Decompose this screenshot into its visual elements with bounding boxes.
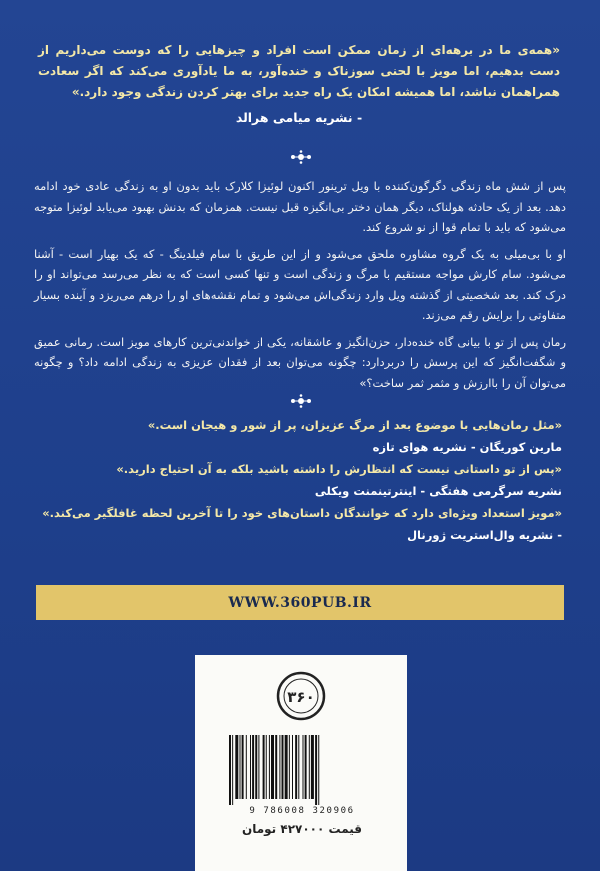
barcode-bar [235, 735, 238, 799]
barcode-bar [275, 735, 277, 799]
barcode-bar [292, 735, 293, 799]
top-quote [38, 40, 560, 128]
barcode-bar [285, 735, 288, 799]
barcode-bar [232, 735, 233, 805]
review-source: - نشریه وال‌استریت ژورنال [407, 528, 562, 542]
barcode-bar [309, 735, 310, 799]
barcode-bar [252, 735, 254, 799]
review-quote: «پس از تو داستانی نیست که انتظارش را داشته باشید بلکه به آن احتیاج دارید.» [116, 462, 562, 476]
barcode-bar [258, 735, 259, 799]
review-source: نشریه سرگرمی هفتگی - اینترتینمنت ویکلی [314, 484, 562, 498]
barcode-bar [282, 735, 284, 799]
barcode-bar [295, 735, 297, 799]
synopsis-paragraph: پس از شش ماه زندگی دگرگون‌کننده با ویل ترینور اکنون لوئیزا کلارک باید بدون او به زندگی عادی خود ادامه دهد. بعد از یک حادثه هولناک، دیگر همان دختر بی‌انگیزه قبل نیست. همزمان که بدنش بهبود می‌یابد لوئیزا متوجه می‌شود که باید با تمام قوا از نو شروع کند. [34, 179, 566, 234]
top-quote-text: «همه‌ی ما در برهه‌ای از زمان ممکن است افراد و چیزهایی را که دوست می‌داریم از دست بدهیم، اما مویز با لحنی سوزناک و خنده‌آور، به ما یادآوری می‌کند که اگر سعادت همراهمان نباشد، اما همیشه امکان یک راه جدید برای بهتر کردن زندگی وجود دارد.» [38, 43, 560, 99]
barcode-bar [315, 735, 317, 805]
barcode-bar [305, 735, 307, 799]
barcode-bar [266, 735, 267, 799]
barcode-bar [271, 735, 274, 799]
barcode-bar [303, 735, 304, 799]
synopsis-paragraph: رمان پس از تو با بیانی گاه خنده‌دار، حزن‌انگیز و عاشقانه، یکی از خواندنی‌ترین کارهای مویز است. رمانی عمیق و شگفت‌انگیز که این پرسش را دربردارد: چگونه می‌توان بعد از فقدان عزیزی به زندگی ادامه داد؟ و چگونه می‌توان آن را باارزش و مثمر ثمر ساخت؟» [34, 334, 566, 390]
barcode-bar [240, 735, 241, 799]
barcode-bar [298, 735, 299, 799]
barcode-bar [263, 735, 265, 799]
barcode-number: 9 786008 320906 [249, 806, 355, 816]
top-quote-source: - نشریه میامی هرالد [235, 110, 363, 125]
ornament-icon [288, 150, 314, 164]
review-source: مارین کوریگان - نشریه هوای تازه [372, 440, 562, 454]
review-quote: «مثل رمان‌هایی با موضوع بعد از مرگ عزیزان، پر از شور و هیجان است.» [147, 418, 562, 432]
barcode-bar [269, 735, 270, 799]
barcode-bar [311, 735, 314, 799]
synopsis [34, 176, 566, 399]
barcode-bar [242, 735, 244, 799]
barcode-bar [255, 735, 257, 799]
barcode-bar [229, 735, 231, 805]
publisher-logo-text: ۳۶۰ [287, 688, 315, 706]
barcode-bar [250, 735, 251, 799]
barcode-bar [246, 735, 247, 799]
barcode-bar [279, 735, 280, 799]
review-quote: «مویز استعداد ویژه‌ای دارد که خوانندگان داستان‌های خود را تا آخرین لحظه غافلگیر می‌کند.» [42, 506, 562, 520]
barcode-bar [289, 735, 290, 799]
website-url: WWW.360PUB.IR [228, 594, 372, 611]
price-label: قیمت ۴۲۷۰۰۰ تومان [241, 822, 363, 836]
publisher-logo-icon [276, 671, 326, 721]
website-band [36, 585, 564, 620]
synopsis-paragraph: او با بی‌میلی به یک گروه مشاوره ملحق می‌شود و از این طریق با سام فیلدینگ - که یک بهیار است - آشنا می‌شود. سام کارش مواجه مستقیم با مرگ و زندگی است و تنها کسی است که به نظر می‌رسد می‌تواند او را درک کند. بعد شخصیتی از گذشته ویل وارد زندگی‌اش می‌شود و تمام نقشه‌های او را درهم می‌ریزد و آینده بسیار متفاوتی را برایش رقم می‌زند. [34, 246, 566, 322]
barcode-icon [227, 735, 377, 805]
ornament-icon [288, 394, 314, 408]
barcode-bar [318, 735, 319, 805]
reviews [38, 414, 562, 546]
